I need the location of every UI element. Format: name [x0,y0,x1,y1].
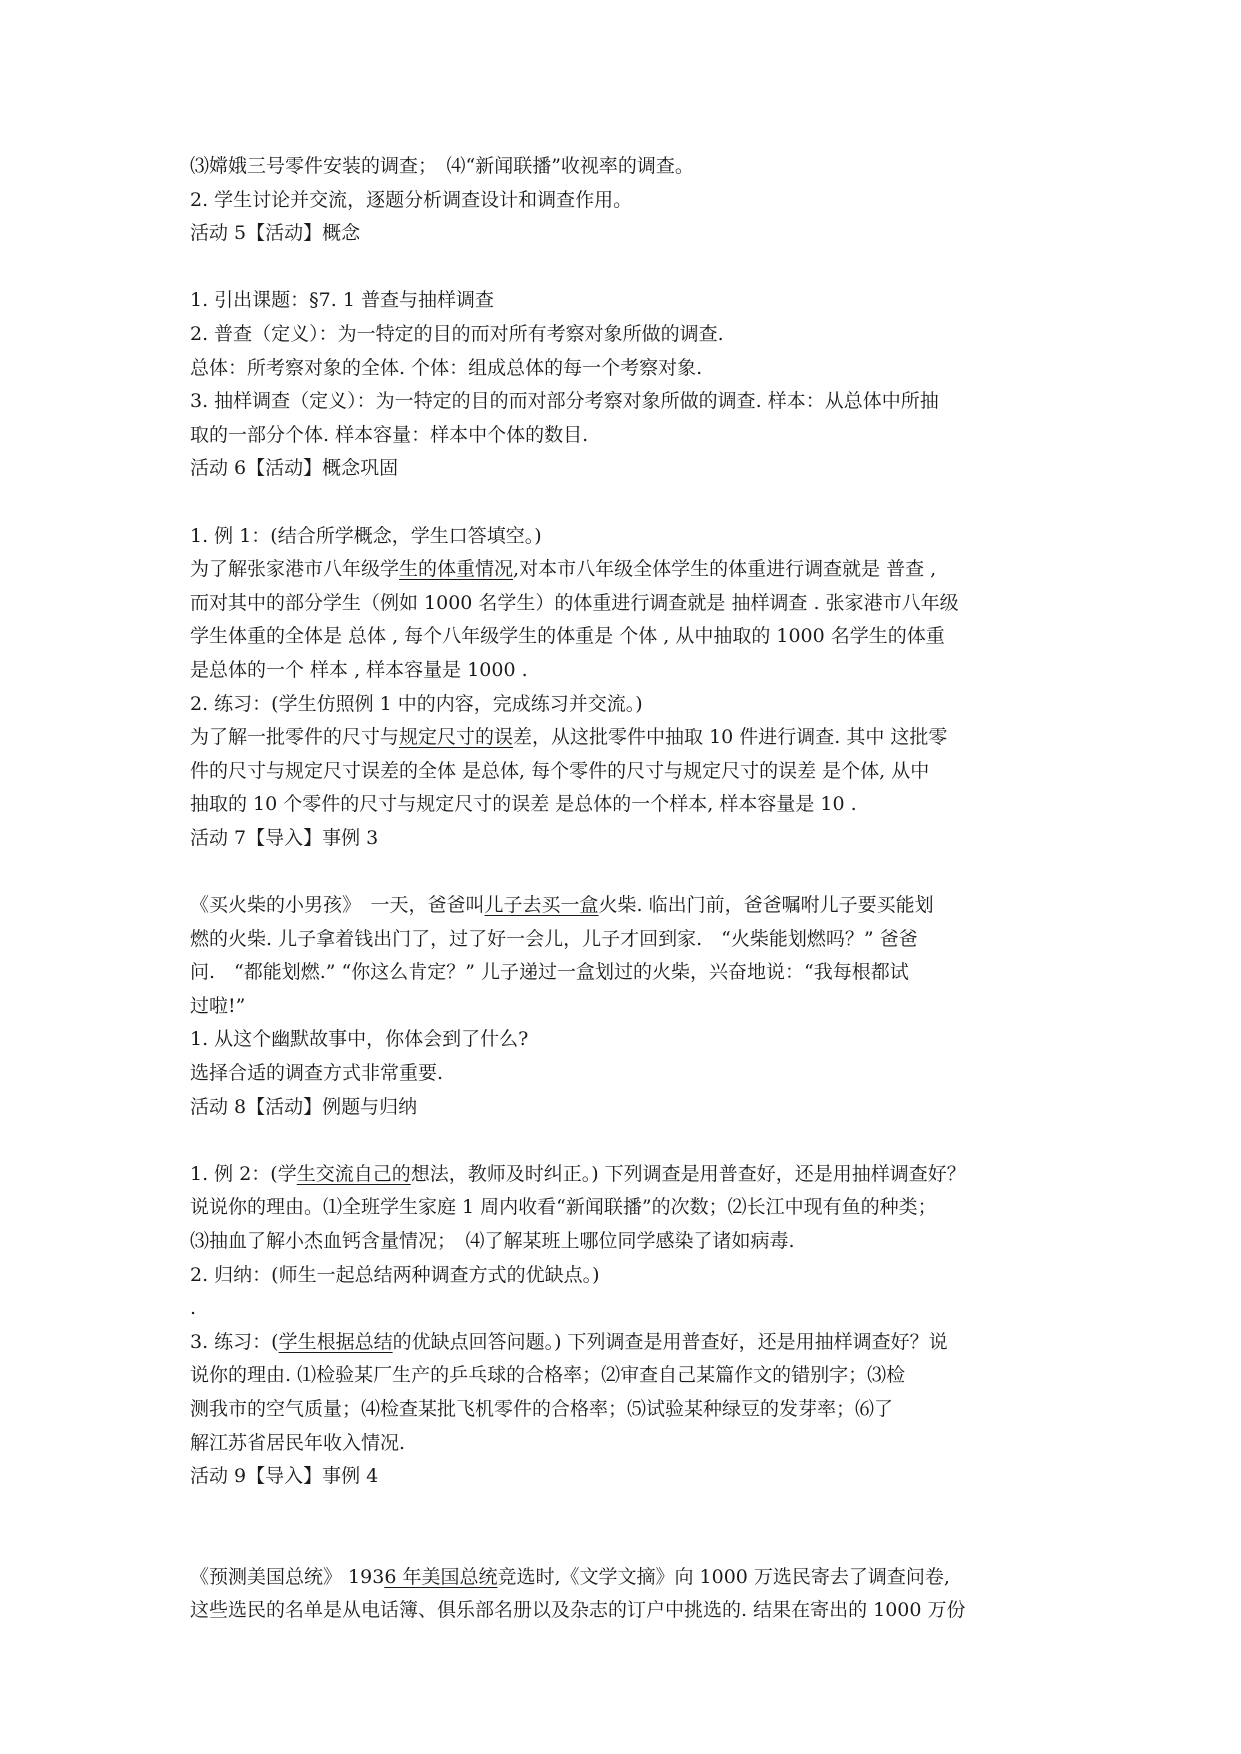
text-line: 1. 例 1：(结合所学概念，学生口答填空。) [190,524,542,547]
blank-line [190,1124,1060,1158]
text-span: 想法，教师及时纠正。) 下列调查是用普查好，还是用抽样调查好？ [410,1162,966,1185]
underlined-text: 儿子去买一盒 [484,894,599,917]
text-line: 3. 抽样调查（定义）：为一特定的目的而对部分考察对象所做的调查. 样本：从总体中所抽 [190,390,939,413]
document-body [190,150,1060,1628]
blank-line [190,855,1060,889]
text-span: 3. 练习：( [190,1330,279,1353]
text-line [190,1561,1060,1595]
text-line: 总体：所考察对象的全体. 个体：组成总体的每一个考察对象. [190,356,703,379]
text-line: ⑶抽血了解小杰血钙含量情况； ⑷了解某班上哪位同学感染了诸如病毒. [190,1230,795,1252]
text-span: 为了解一批零件的尺寸与 [190,726,400,749]
text-line: 测我市的空气质量；⑷检查某批飞机零件的合格率；⑸试验某种绿豆的发芽率；⑹了 [190,1397,894,1420]
underlined-text: 规定尺寸的误 [399,726,514,749]
text-line: 这些选民的名单是从电话簿、俱乐部名册以及杂志的订户中挑选的. 结果在寄出的 1000 万份 [190,1599,966,1622]
text-line: 说你的理由. ⑴检验某厂生产的乒乓球的合格率；⑵审查自己某篇作文的错别字；⑶检 [190,1364,906,1387]
text-line: . [190,1297,197,1320]
text-line: 2. 归纳：(师生一起总结两种调查方式的优缺点。) [190,1263,600,1286]
text-span: 《预测美国总统》 193 [190,1565,385,1588]
text-span: 的优缺点回答问题。) 下列调查是用普查好，还是用抽样调查好？说 [392,1330,948,1353]
text-line: 选择合适的调查方式非常重要. [190,1062,444,1085]
underlined-text: 生交流自己的 [296,1162,411,1185]
blank-line [190,251,1060,285]
activity-heading: 活动 9【导入】事例 4 [190,1465,379,1488]
text-line: ⑶嫦娥三号零件安装的调查； ⑷“新闻联播”收视率的调查。 [190,155,694,177]
underlined-text: 6 年美国总统 [384,1565,498,1588]
text-line: 过啦!” [190,994,246,1017]
text-line: 是总体的一个 样本 , 样本容量是 1000 . [190,658,528,681]
text-line: 1. 从这个幽默故事中，你体会到了什么? [190,1028,529,1051]
text-line: 而对其中的部分学生（例如 1000 名学生）的体重进行调查就是 抽样调查 . 张家港市八年级 [190,591,959,614]
text-line [190,889,1060,923]
text-line: 2. 普查（定义）：为一特定的目的而对所有考察对象所做的调查. [190,322,724,345]
text-line: 2. 练习：(学生仿照例 1 中的内容，完成练习并交流。) [190,692,643,715]
text-line [190,721,1060,755]
text-line: 抽取的 10 个零件的尺寸与规定尺寸的误差 是总体的一个样本, 样本容量是 10 . [190,793,857,816]
text-span: 竞选时,《文学文摘》向 1000 万选民寄去了调查问卷, [497,1565,950,1588]
text-span: 为了解张家港市八年级学 [190,558,400,581]
activity-heading: 活动 6【活动】概念巩固 [190,457,399,480]
text-line: 取的一部分个体. 样本容量：样本中个体的数目. [190,423,589,446]
text-span: 1. 例 2：(学 [190,1162,297,1185]
activity-heading: 活动 5【活动】概念 [190,222,361,245]
text-span: 火柴. 临出门前，爸爸嘱咐儿子要买能划 [598,894,934,917]
text-line: 1. 引出课题：§7. 1 普查与抽样调查 [190,289,494,312]
blank-line [190,486,1060,520]
text-line [190,553,1060,587]
text-line: 2. 学生讨论并交流，逐题分析调查设计和调查作用。 [190,188,633,211]
text-span: 《买火柴的小男孩》 一天，爸爸叫 [190,894,485,917]
underlined-text: 生的体重情况 [399,558,514,581]
text-line: 说说你的理由。⑴全班学生家庭 1 周内收看“新闻联播”的次数；⑵长江中现有鱼的种类； [190,1196,937,1219]
activity-heading: 活动 8【活动】例题与归纳 [190,1095,418,1118]
text-line: 问. “都能划燃.” “你这么肯定？” 儿子递过一盒划过的火柴，兴奋地说：“我每根都试 [190,961,909,984]
text-line: 燃的火柴. 儿子拿着钱出门了，过了好一会儿，儿子才回到家. “火柴能划燃吗？” 爸爸 [190,927,918,950]
underlined-text: 学生根据总结 [278,1330,393,1353]
text-line [190,1326,1060,1360]
text-span: 差，从这批零件中抽取 10 件进行调查. 其中 这批零 [513,726,948,749]
activity-heading: 活动 7【导入】事例 3 [190,826,379,849]
blank-line [190,1494,1060,1561]
text-span: ,对本市八年级全体学生的体重进行调查就是 普查 , [513,558,937,581]
text-line: 件的尺寸与规定尺寸误差的全体 是总体, 每个零件的尺寸与规定尺寸的误差 是个体, 从中 [190,759,930,782]
text-line: 解江苏省居民年收入情况. [190,1431,406,1454]
text-line: 学生体重的全体是 总体 , 每个八年级学生的体重是 个体 , 从中抽取的 1000 名学生的体重 [190,625,945,648]
text-line [190,1158,1060,1192]
